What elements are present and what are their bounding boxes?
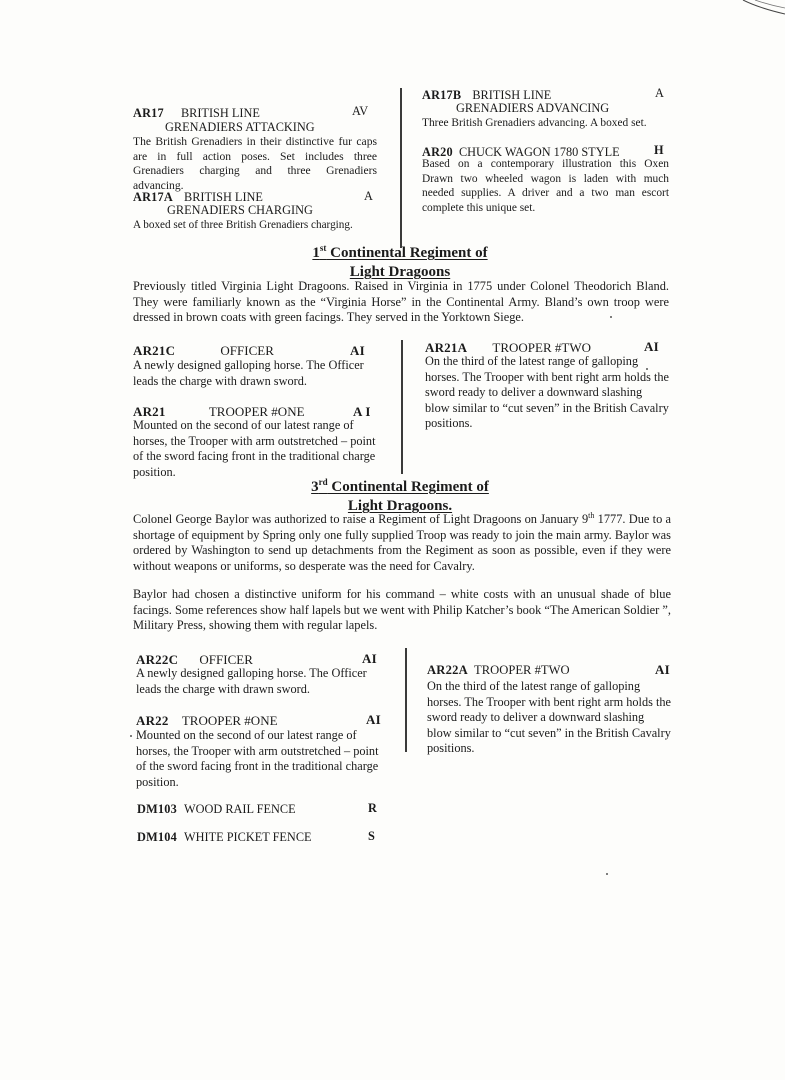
- ar17a-price: A: [364, 189, 373, 203]
- ar22-header: [136, 713, 278, 728]
- section3-heading-sup: rd: [318, 477, 328, 487]
- section1-intro: Previously titled Virginia Light Dragoons. Raised in Virginia in 1775 under Colonel Theodorich Bland. They were familiarly known as the “Virginia Horse” in the Continental Army. Bland’s own troop were dressed in brown coats with green facings. They served in the Yorktown Siege.: [133, 279, 669, 325]
- dm104-header: [137, 830, 312, 845]
- ar21a-title: TROOPER #TWO: [492, 340, 592, 355]
- ar17-price: AV: [352, 104, 369, 118]
- section1-heading-text: Continental Regiment of: [326, 245, 488, 261]
- ar21-code: AR21: [133, 404, 166, 419]
- ar21c-title: OFFICER: [220, 343, 274, 358]
- ar17-title: BRITISH LINE: [180, 106, 260, 120]
- section3-intro-a: Colonel George Baylor was authorized to raise a Regiment of Light Dragoons on January 9: [133, 512, 589, 526]
- ar22a-price: AI: [655, 662, 670, 677]
- ar21a-code: AR21A: [425, 340, 468, 355]
- ar17-title-line2: GRENADIERS ATTACKING: [165, 120, 315, 134]
- scan-corner-mark: [725, 0, 785, 24]
- section3-heading-line2: Light Dragoons.: [347, 498, 453, 514]
- ar20-title: CHUCK WAGON 1780 STYLE: [458, 145, 620, 159]
- section3-intro-sup: th: [588, 510, 595, 520]
- ar17-header: [133, 106, 260, 121]
- ar21a-header: [425, 340, 591, 355]
- ar17b-code: AR17B: [422, 88, 462, 102]
- ar22-price: AI: [366, 712, 381, 727]
- dm103-code: DM103: [137, 802, 177, 816]
- ar17b-description: Three British Grenadiers advancing. A boxed set.: [422, 117, 647, 129]
- ar20-price: H: [654, 143, 664, 157]
- ar17b-title: BRITISH LINE: [472, 88, 552, 102]
- section1-heading: [250, 244, 550, 263]
- section3-intro2: Baylor had chosen a distinctive uniform for his command – white costs with an unusual shade of blue facings. Some references show half lapels but we went with Philip Katcher’s book “The American Soldier ”, Military Press, showing them with regular lapels.: [133, 587, 671, 632]
- section3-intro-b: 1777. Due to a shortage of equipment by Spring only one fully supplied Troop was ready to join the main army. Baylor was ordered by Washington to send up detachments from the Regiment as soon as possible, even if they were without weapons or uniforms, so desperate was the need for Cavalry.: [133, 512, 671, 573]
- ar21c-description: A newly designed galloping horse. The Officer leads the charge with drawn sword.: [133, 358, 364, 388]
- ar22c-code: AR22C: [136, 652, 179, 667]
- dm103-price: R: [368, 801, 378, 815]
- section1-heading-line2: Light Dragoons: [349, 264, 451, 280]
- ar21-price: A I: [353, 404, 371, 419]
- ar21-title: TROOPER #ONE: [208, 404, 305, 419]
- ar22c-description: A newly designed galloping horse. The Officer leads the charge with drawn sword.: [136, 666, 367, 696]
- ar22c-header: [136, 652, 253, 667]
- ar22a-header: [427, 663, 570, 678]
- ar17-description: The British Grenadiers in their distinctive fur caps are in full action poses. Set includes three Grenadiers charging and three Grenadiers advancing.: [133, 135, 377, 192]
- scan-speck: [646, 368, 648, 370]
- ar22a-title: TROOPER #TWO: [474, 663, 570, 677]
- section1-heading-sup: st: [319, 243, 327, 253]
- ar17-code: AR17: [133, 106, 164, 120]
- ar17a-title: BRITISH LINE: [184, 190, 263, 204]
- ar21a-price: AI: [644, 339, 659, 354]
- ar17a-title-line2: GRENADIERS CHARGING: [167, 203, 313, 217]
- section3-heading: [250, 478, 550, 497]
- dm104-title: WHITE PICKET FENCE: [184, 830, 312, 844]
- ar17a-description: A boxed set of three British Grenadiers charging.: [133, 219, 353, 231]
- ar21c-price: AI: [350, 343, 365, 358]
- section3-intro: [133, 512, 671, 574]
- section3-heading-num: 3: [311, 479, 319, 495]
- dm104-price: S: [368, 829, 376, 843]
- column-divider-middle: [401, 340, 403, 474]
- dm104-code: DM104: [137, 830, 177, 844]
- ar17b-price: A: [655, 86, 664, 100]
- ar22a-description: On the third of the latest range of galloping horses. The Trooper with bent right arm holds the sword ready to deliver a downward slashing blow similar to “cut seven” in the British Cavalry positions.: [427, 679, 671, 755]
- ar21-header: [133, 404, 305, 419]
- ar21a-description: On the third of the latest range of galloping horses. The Trooper with bent right arm holds the sword ready to deliver a downward slashing blow similar to “cut seven” in the British Cavalry positions.: [425, 354, 669, 430]
- dm103-title: WOOD RAIL FENCE: [184, 802, 296, 816]
- ar21c-code: AR21C: [133, 343, 176, 358]
- ar22c-title: OFFICER: [199, 652, 253, 667]
- scan-speck: [130, 735, 132, 737]
- ar21-description: Mounted on the second of our latest range of horses, the Trooper with arm outstretched – point of the sword facing front in the traditional charge position.: [133, 418, 376, 479]
- ar17a-code: AR17A: [133, 190, 173, 204]
- ar21c-header: [133, 343, 274, 358]
- dm103-header: [137, 802, 296, 817]
- ar22-description: Mounted on the second of our latest range of horses, the Trooper with arm outstretched – point of the sword facing front in the traditional charge position.: [136, 728, 379, 789]
- scan-speck: [610, 316, 612, 318]
- ar17b-title-line2: GRENADIERS ADVANCING: [456, 101, 610, 115]
- ar22c-price: AI: [362, 651, 377, 666]
- column-divider-top: [400, 88, 402, 248]
- ar20-description: Based on a contemporary illustration this Oxen Drawn two wheeled wagon is laden with much needed supplies. A driver and a two man escort complete this unique set.: [422, 158, 669, 214]
- column-divider-bottom: [405, 648, 407, 752]
- section3-heading-text: Continental Regiment of: [327, 479, 489, 495]
- scan-speck: [606, 873, 608, 875]
- ar22a-code: AR22A: [427, 663, 468, 677]
- ar22-title: TROOPER #ONE: [181, 713, 278, 728]
- ar20-code: AR20: [422, 145, 453, 159]
- section1-heading-num: 1: [312, 245, 320, 261]
- ar22-code: AR22: [136, 713, 169, 728]
